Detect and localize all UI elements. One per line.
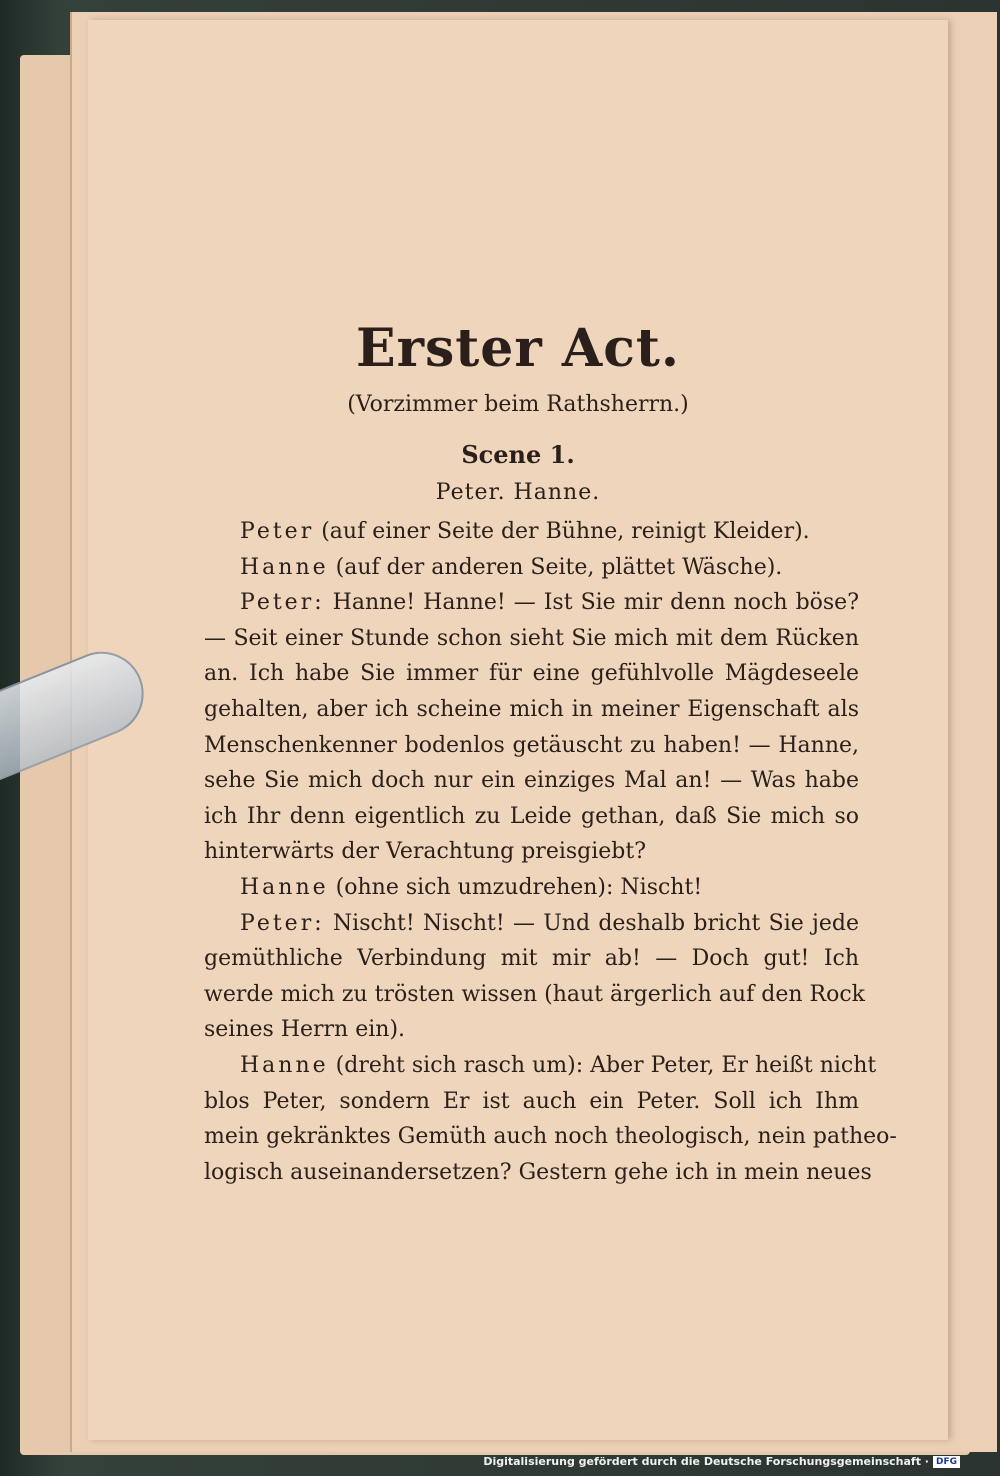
speaker-name: Hanne <box>240 874 329 900</box>
text-line <box>204 1084 859 1120</box>
line-text: logisch auseinandersetzen? Gestern gehe ich in mein neues <box>204 1159 872 1185</box>
line-text: mein gekränktes Gemüth auch noch theologisch, nein patheo- <box>204 1124 897 1150</box>
text-line <box>204 656 859 692</box>
text-line <box>204 621 859 657</box>
line-text: (auf einer Seite der Bühne, reinigt Kleider). <box>314 519 810 544</box>
line-text: Nischt! Nischt! — Und deshalb bricht Sie jede <box>324 910 859 936</box>
act-subtitle: (Vorzimmer beim Rathsherrn.) <box>347 392 689 417</box>
text-line <box>204 692 859 728</box>
dfg-logo: DFG <box>933 1456 960 1468</box>
text-line <box>204 941 859 977</box>
text-line <box>204 585 859 621</box>
text-line <box>204 799 859 835</box>
character-list: Peter. Hanne. <box>435 480 601 505</box>
line-text: werde mich zu trösten wissen (haut ärgerlich auf den Rock <box>204 981 865 1007</box>
text-line <box>204 728 859 764</box>
text-line <box>204 514 859 550</box>
speaker-name: Hanne <box>240 1052 329 1078</box>
text-line <box>204 1119 897 1155</box>
text-line <box>204 906 859 942</box>
line-text: Menschenkenner bodenlos getäuscht zu haben! — Hanne, <box>204 732 859 758</box>
digitization-credit <box>483 1455 960 1468</box>
line-text: (auf der anderen Seite, plättet Wäsche). <box>328 554 783 580</box>
line-text: gemüthliche Verbindung mit mir ab! — Doch gut! Ich <box>204 946 859 972</box>
line-text: gehalten, aber ich scheine mich in meiner Eigenschaft als <box>204 696 859 722</box>
line-text: (ohne sich umzudrehen): Nischt! <box>328 874 703 900</box>
text-line <box>204 977 865 1013</box>
line-text: (dreht sich rasch um): Aber Peter, Er heißt nicht <box>328 1052 877 1078</box>
text-line <box>204 550 859 586</box>
speaker-name: Peter <box>240 519 315 544</box>
scene-title: Scene 1. <box>461 440 575 469</box>
speaker-name: Peter: <box>240 910 325 936</box>
line-text: Hanne! Hanne! — Ist Sie mir denn noch böse? <box>324 590 859 616</box>
dialogue-text <box>204 514 897 1190</box>
line-text: an. Ich habe Sie immer für eine gefühlvolle Mägdeseele <box>204 661 859 687</box>
line-text: sehe Sie mich doch nur ein einziges Mal an! — Was habe <box>204 768 859 794</box>
text-line <box>204 763 859 799</box>
line-text: seines Herrn ein). <box>204 1017 406 1043</box>
line-text: hinterwärts der Verachtung preisgiebt? <box>204 839 647 865</box>
text-line <box>204 834 859 870</box>
speaker-name: Hanne <box>240 554 329 580</box>
act-title: Erster Act. <box>355 318 681 379</box>
line-text: ich Ihr denn eigentlich zu Leide gethan, daß Sie mich so <box>204 803 859 829</box>
credit-text: Digitalisierung gefördert durch die Deutsche Forschungsgemeinschaft · <box>483 1455 929 1468</box>
text-line <box>204 870 859 906</box>
text-line <box>204 1012 859 1048</box>
line-text: — Seit einer Stunde schon sieht Sie mich mit dem Rücken <box>204 625 859 651</box>
speaker-name: Peter: <box>240 590 325 616</box>
line-text: blos Peter, sondern Er ist auch ein Peter. Soll ich Ihm <box>204 1088 859 1114</box>
text-line <box>204 1048 877 1084</box>
text-line <box>204 1155 872 1191</box>
